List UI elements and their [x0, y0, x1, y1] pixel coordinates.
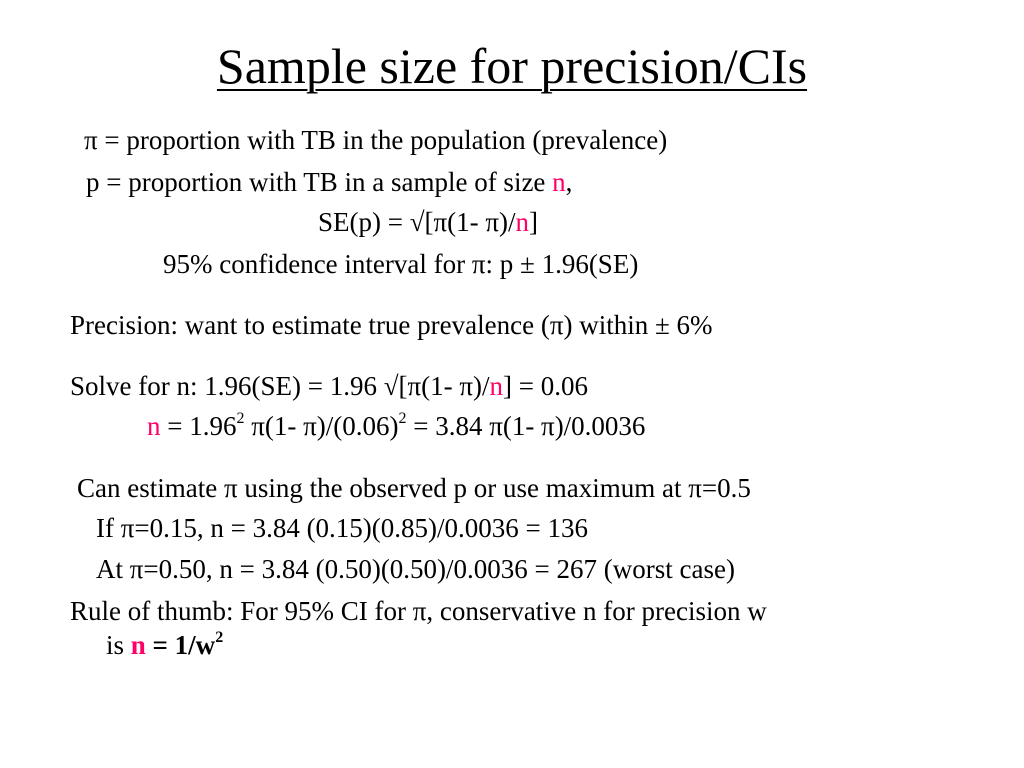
rule-line-2-eq: = 1/w	[145, 630, 216, 660]
se-formula	[318, 206, 538, 238]
rule-line-1: Rule of thumb: For 95% CI for π, conservative n for precision w	[70, 596, 767, 626]
precision-statement: Precision: want to estimate true prevalence (π) within ± 6%	[70, 310, 713, 340]
solve-line-2-c: = 3.84 π(1- π)/0.0036	[406, 411, 646, 441]
estimate-line-3: At π=0.50, n = 3.84 (0.50)(0.50)/0.0036 = 267 (worst case)	[96, 554, 735, 584]
se-formula-n: n	[515, 207, 530, 237]
se-formula-end: ]	[529, 207, 539, 237]
solve-line-1-n: n	[489, 371, 504, 401]
ci-formula: 95% confidence interval for π: p ± 1.96(SE)	[163, 249, 639, 279]
solve-line-1-end: ] = 0.06	[503, 371, 588, 401]
estimate-line-1: Can estimate π using the observed p or use maximum at π=0.5	[77, 473, 751, 503]
solve-line-2-n: n	[147, 411, 161, 441]
solve-line-1	[70, 370, 588, 402]
pi-definition: π = proportion with TB in the population (prevalence)	[84, 125, 668, 155]
p-definition-n: n	[552, 167, 566, 197]
p-definition	[86, 166, 572, 198]
rule-line-2-sup: 2	[215, 629, 224, 646]
solve-line-2-a: = 1.96	[160, 411, 237, 441]
solve-line-2-sup2: 2	[398, 410, 407, 427]
estimate-line-2: If π=0.15, n = 3.84 (0.15)(0.85)/0.0036 = 136	[96, 513, 589, 543]
p-definition-text: p = proportion with TB in a sample of size	[86, 167, 553, 197]
solve-line-2-b: π(1- π)/(0.06)	[244, 411, 399, 441]
rule-line-2	[106, 629, 223, 661]
rule-line-2-is: is	[106, 630, 131, 660]
slide-title: Sample size for precision/CIs	[216, 38, 808, 94]
solve-line-2	[147, 410, 645, 442]
se-formula-text: SE(p) = √[π(1- π)/	[318, 207, 516, 237]
rule-line-2-n: n	[130, 630, 146, 660]
p-definition-end: ,	[565, 167, 573, 197]
solve-line-2-sup1: 2	[236, 410, 245, 427]
solve-line-1-text: Solve for n: 1.96(SE) = 1.96 √[π(1- π)/	[70, 371, 490, 401]
